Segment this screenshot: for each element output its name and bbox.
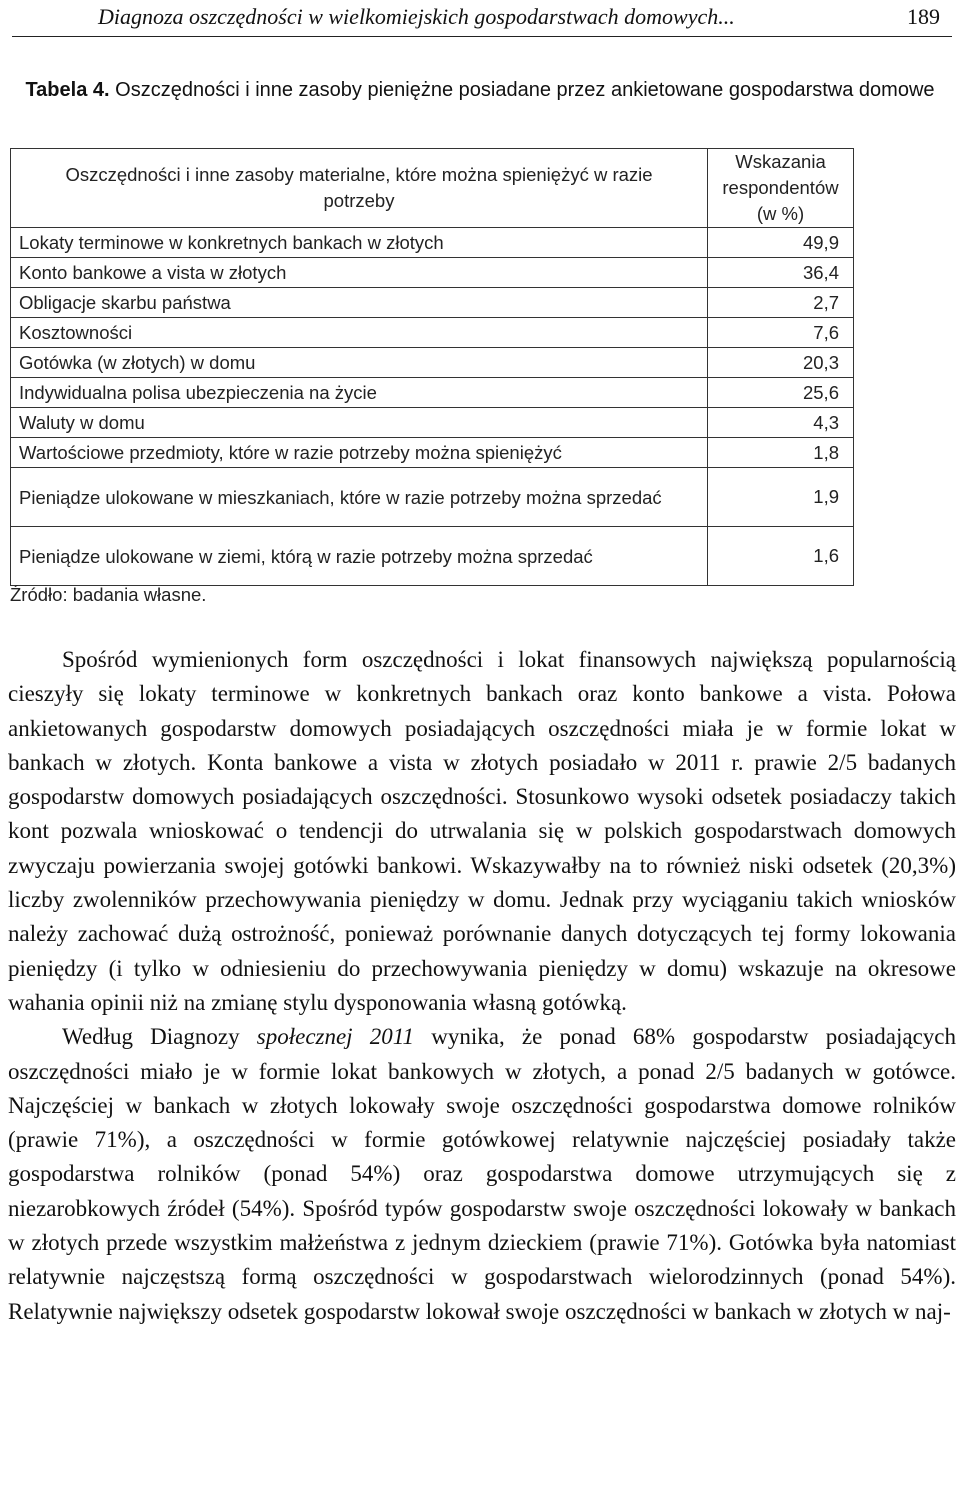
table-source: Źródło: badania własne.	[10, 584, 207, 605]
row-value: 1,9	[708, 468, 854, 527]
row-value: 49,9	[708, 228, 854, 258]
row-value: 20,3	[708, 348, 854, 378]
paragraph-part: wynika, że ponad 68% gospodarstw posiadających oszczędności miało je w formie lokat bankowych w złotych, a ponad 2/5 badanych w gotówce. Najczęściej w bankach w złotych lokowały swoje oszczędności gospodarstwa domowe rolników (prawie 71%), a oszczędności w formie gotówkowej relatywnie najczęściej posiadały także gospodarstwa rolników (ponad 54%) oraz gospodarstwa domowe utrzymujących się z niezarobkowych źródeł (54%). Spośród typów gospodarstw swoje oszczędności lokowały w bankach w złotych przede wszystkim małżeństwa z jednym dzieckiem (prawie 71%). Gotówka była natomiast relatywnie najczęstszą formą oszczędności w gospodarstwach wielorodzinnych (ponad 54%). Relatywnie największy odsetek gospodarstw lokował swoje oszczędności w bankach w złotych w naj-	[8, 1024, 956, 1324]
row-label: Indywidualna polisa ubezpieczenia na życie	[11, 378, 708, 408]
table-row	[11, 258, 854, 288]
row-label: Pieniądze ulokowane w ziemi, którą w razie potrzeby można sprzedać	[11, 527, 708, 586]
body-text	[8, 643, 956, 1329]
table-row	[11, 288, 854, 318]
table-row	[11, 378, 854, 408]
row-value: 2,7	[708, 288, 854, 318]
row-value: 25,6	[708, 378, 854, 408]
table-row	[11, 468, 854, 527]
table-row	[11, 348, 854, 378]
page-number: 189	[907, 4, 940, 29]
table-row	[11, 527, 854, 586]
table-row	[11, 318, 854, 348]
column-header-resources: Oszczędności i inne zasoby materialne, które można spieniężyć w razie potrzeby	[11, 149, 708, 228]
row-label: Wartościowe przedmioty, które w razie potrzeby można spieniężyć	[11, 438, 708, 468]
row-label: Gotówka (w złotych) w domu	[11, 348, 708, 378]
paragraph-part: Według Diagnozy	[62, 1024, 257, 1050]
table-row	[11, 408, 854, 438]
paragraph	[8, 1020, 956, 1329]
paragraph-italic: społecznej 2011	[256, 1024, 415, 1050]
row-value: 1,6	[708, 527, 854, 586]
table-caption-label: Tabela 4.	[25, 79, 110, 101]
row-label: Lokaty terminowe w konkretnych bankach w złotych	[11, 228, 708, 258]
table-caption-text: Oszczędności i inne zasoby pieniężne posiadane przez ankietowane gospodarstwa domowe	[115, 79, 935, 101]
row-label: Pieniądze ulokowane w mieszkaniach, które w razie potrzeby można sprzedać	[11, 468, 708, 527]
row-label: Kosztowności	[11, 318, 708, 348]
row-value: 7,6	[708, 318, 854, 348]
table-row	[11, 438, 854, 468]
table-caption	[0, 74, 960, 106]
paragraph: Spośród wymienionych form oszczędności i lokat finansowych największą popularnością cieszyły się lokaty terminowe w konkretnych bankach oraz konto bankowe a vista. Połowa ankietowanych gospodarstw domowych posiadających oszczędności miała je w formie lokat w bankach w złotych. Konta bankowe a vista w złotych posiadało w 2011 r. prawie 2/5 badanych gospodarstw domowych posiadających oszczędności. Stosunkowo wysoki odsetek posiadaczy takich kont pozwala wnioskować o tendencji do utrwalania się w polskich gospodarstwach domowych zwyczaju powierzania swojej gotówki bankowi. Wskazywałby na to również niski odsetek (20,3%) liczby zwolenników przechowywania pieniędzy w domu. Jednak przy wyciąganiu takich wniosków należy zachować dużą ostrożność, ponieważ porównanie danych dotyczących tej formy lokowania pieniędzy (i tylko w odniesieniu do przechowywania pieniędzy w domu) wskazuje na okresowe wahania opinii niż na zmianę stylu dysponowania własną gotówką.	[8, 647, 956, 1015]
row-value: 36,4	[708, 258, 854, 288]
row-value: 1,8	[708, 438, 854, 468]
row-value: 4,3	[708, 408, 854, 438]
row-label: Waluty w domu	[11, 408, 708, 438]
savings-table	[10, 148, 854, 586]
table-header-row	[11, 149, 854, 228]
running-header	[12, 0, 952, 37]
row-label: Obligacje skarbu państwa	[11, 288, 708, 318]
table-row	[11, 228, 854, 258]
running-title: Diagnoza oszczędności w wielkomiejskich gospodarstwach domowych...	[98, 4, 735, 29]
column-header-respondents: Wskazania respondentów (w %)	[708, 149, 854, 228]
row-label: Konto bankowe a vista w złotych	[11, 258, 708, 288]
